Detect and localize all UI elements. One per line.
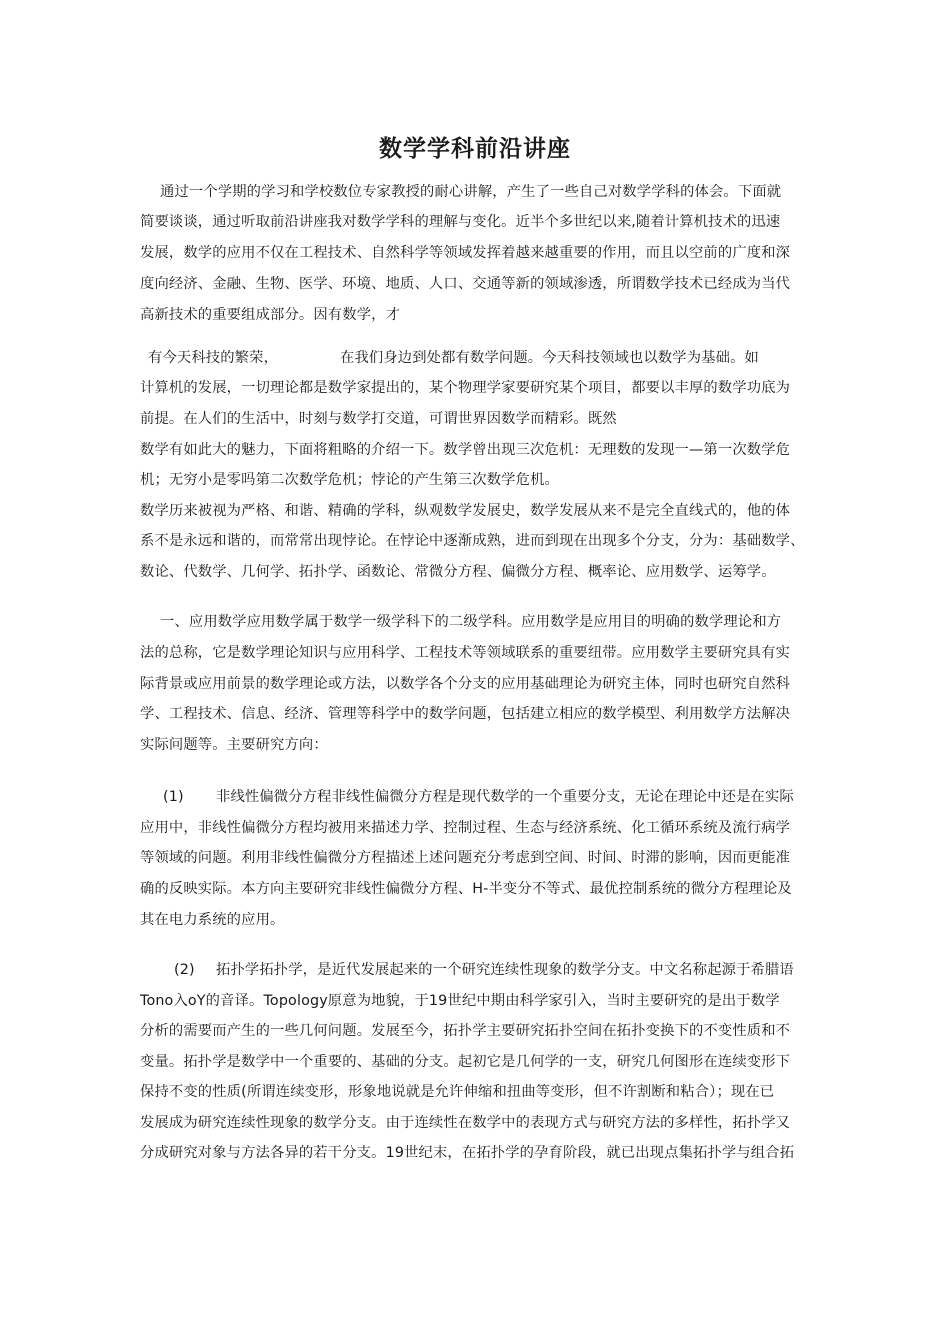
intro-line-1: 通过一个学期的学习和学校数位专家教授的耐心讲解，产生了一些自己对数学学科的体会。下面就	[160, 184, 782, 200]
item1-line-1: 非线性偏微分方程非线性偏微分方程是现代数学的一个重要分支，无论在理论中还是在实际	[216, 789, 794, 805]
item1-line-5: 其在电力系统的应用。	[140, 912, 285, 928]
section1-line-5: 实际问题等。主要研究方向：	[140, 737, 328, 753]
section1-line-1: 一、应用数学应用数学属于数学一级学科下的二级学科。应用数学是应用目的明确的数学理论和方	[160, 614, 782, 630]
item2-line-7: 分成研究对象与方法各异的若干分支。19世纪末，在拓扑学的孕育阶段，就已出现点集拓扑学与组合拓	[140, 1145, 795, 1161]
item2-line-6: 发展成为研究连续性现象的数学分支。由于连续性在数学中的表现方式与研究方法的多样性，拓扑学又	[140, 1115, 791, 1131]
item2-line-5: 保持不变的性质(所谓连续变形，形象地说就是允许伸缩和扭曲等变形，但不许割断和粘合）；现在已	[140, 1084, 775, 1100]
intro-line-8: 前提。在人们的生活中，时刻与数学打交道，可谓世界因数学而精彩。既然	[140, 411, 617, 427]
item1-line-2: 应用中，非线性偏微分方程均被用来描述力学、控制过程、生态与经济系统、化工循环系统及流行病学	[140, 820, 791, 836]
intro-line-11: 数学历来被视为严格、和谐、精确的学科，纵观数学发展史，数学发展从来不是完全直线式的，他的体	[140, 503, 791, 519]
page-title: 数学学科前沿讲座	[379, 136, 571, 162]
intro-line-4: 度向经济、金融、生物、医学、环境、地质、人口、交通等新的领域渗透，所谓数学技术已经成为当代	[140, 276, 791, 292]
intro-line-7: 计算机的发展，一切理论都是数学家提出的，某个物理学家要研究某个项目，都要以丰厚的数学功底为	[140, 380, 791, 396]
intro-line-2: 简要谈谈，通过听取前沿讲座我对数学学科的理解与变化。近半个多世纪以来,随着计算机技术的迅速	[140, 214, 781, 230]
intro-line-10: 机；无穷小是零吗第二次数学危机；悖论的产生第三次数学危机。	[140, 472, 559, 488]
section1-line-4: 学、工程技术、信息、经济、管理等科学中的数学问题，包括建立相应的数学模型、利用数学方法解决	[140, 706, 791, 722]
item2-line-4: 变量。拓扑学是数学中一个重要的、基础的分支。起初它是几何学的一支，研究几何图形在连续变形下	[140, 1054, 791, 1070]
intro-line-13: 数论、代数学、几何学、拓扑学、函数论、常微分方程、偏微分方程、概率论、应用数学、运筹学。	[140, 564, 776, 580]
intro-line-6b: 在我们身边到处都有数学问题。今天科技领域也以数学为基础。如	[340, 350, 759, 366]
intro-line-5: 高新技术的重要组成部分。因有数学，才	[140, 307, 401, 323]
intro-line-6a: 有今天科技的繁荣，	[148, 350, 279, 366]
section1-line-3: 际背景或应用前景的数学理论或方法，以数学各个分支的应用基础理论为研究主体，同时也研究自然科	[140, 676, 791, 692]
intro-line-12: 系不是永远和谐的，而常常出现悖论。在悖论中逐渐成熟，进而到现在出现多个分支，分为：基础数学、	[140, 533, 805, 549]
intro-line-9: 数学有如此大的魅力，下面将粗略的介绍一下。数学曾出现三次危机：无理数的发现一—第一次数学危	[140, 442, 791, 458]
item1-line-4: 确的反映实际。本方向主要研究非线性偏微分方程、H-半变分不等式、最优控制系统的微分方程理论及	[140, 881, 792, 897]
item2-line-3: 分析的需要而产生的一些几何问题。发展至今，拓扑学主要研究拓扑空间在拓扑变换下的不变性质和不	[140, 1023, 791, 1039]
item1-number: (1)	[163, 789, 184, 805]
item2-line-2: Tono入oY的音译。Topology原意为地貌，于19世纪中期由科学家引入，当时主要研究的是出于数学	[140, 993, 780, 1009]
item2-number: (2)	[174, 962, 195, 978]
item1-line-3: 等领域的问题。利用非线性偏微分方程描述上述问题充分考虑到空间、时间、时滞的影响，因而更能准	[140, 850, 791, 866]
item2-line-1: 拓扑学拓扑学，是近代发展起来的一个研究连续性现象的数学分支。中文名称起源于希腊语	[216, 962, 794, 978]
intro-line-3: 发展，数学的应用不仅在工程技术、自然科学等领域发挥着越来越重要的作用，而且以空前的广度和深	[140, 245, 791, 261]
section1-line-2: 法的总称，它是数学理论知识与应用科学、工程技术等领域联系的重要纽带。应用数学主要研究具有实	[140, 645, 791, 661]
